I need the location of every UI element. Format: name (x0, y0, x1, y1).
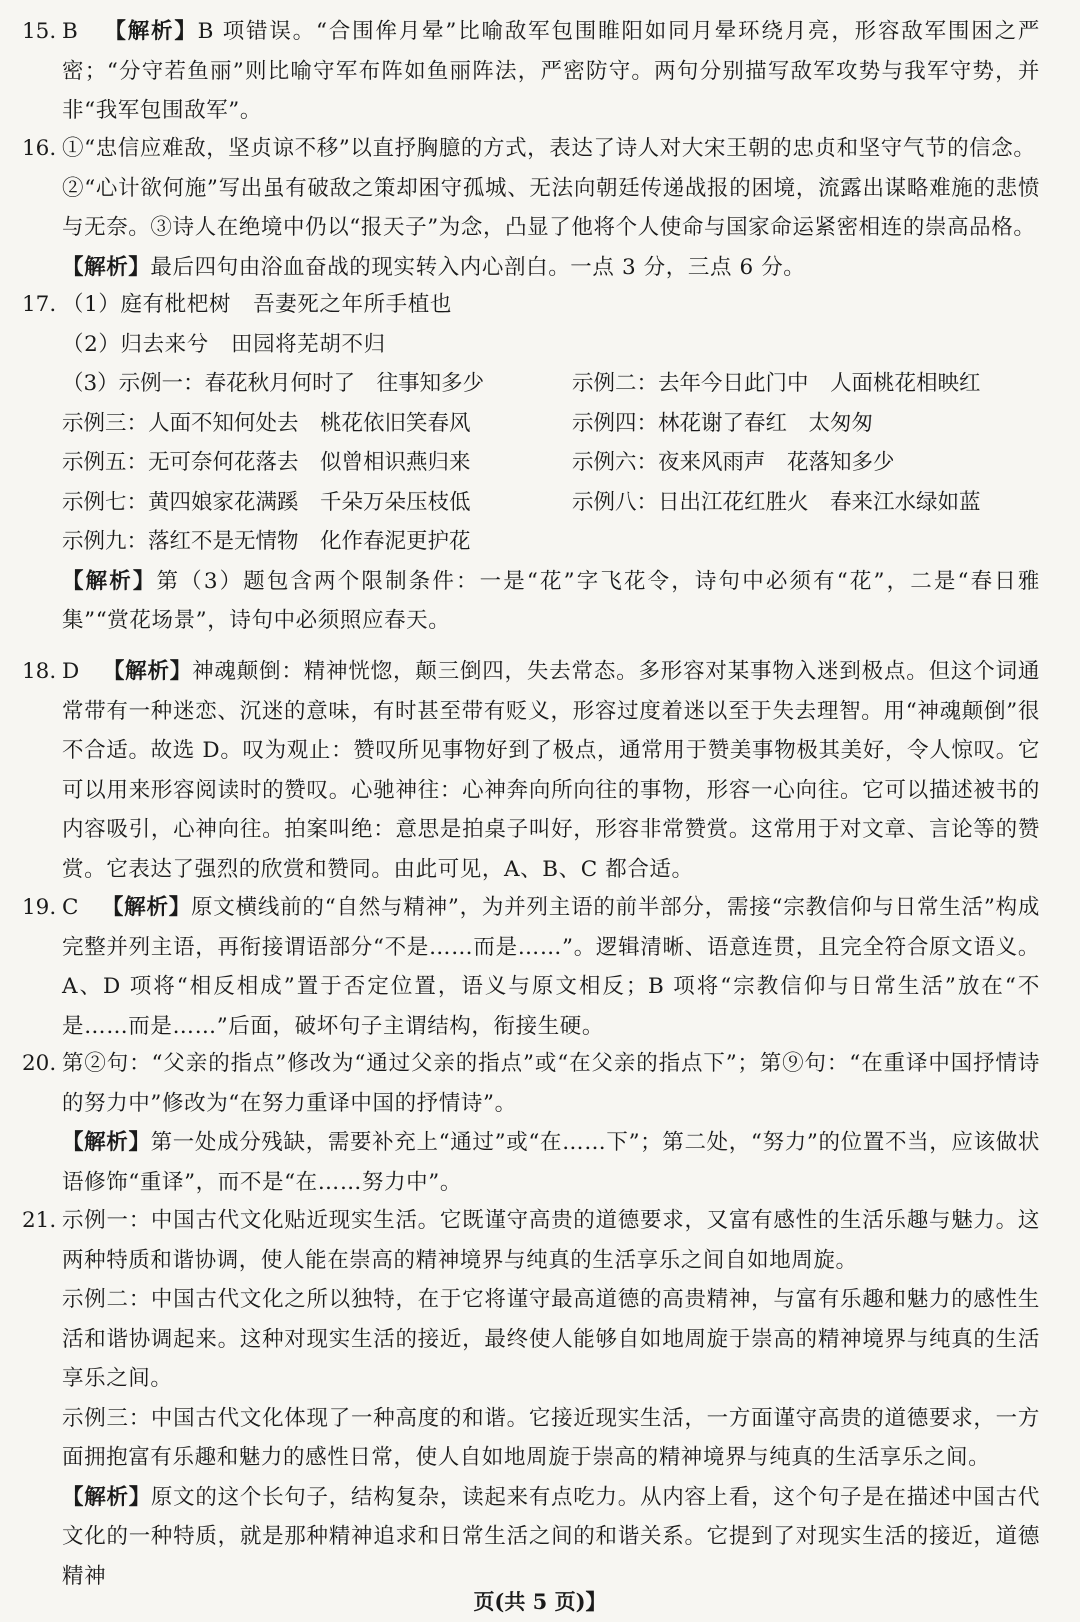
question-body (62, 12, 1040, 131)
question-number: 18. (22, 659, 57, 684)
analysis-tag: 【解析】 (62, 568, 157, 594)
analysis (62, 1478, 1040, 1597)
analysis-tag: 【解析】 (62, 1484, 151, 1510)
example-item: 示例四：林花谢了春红 太匆匆 (572, 410, 874, 436)
analysis-tag: 【解析】 (102, 659, 193, 684)
question-20 (22, 1044, 1040, 1202)
answer-point-1: ①“忠信应难敌，坚贞谅不移”以直抒胸臆的方式，表达了诗人对大宋王朝的忠贞和坚守气节的信念。 (62, 136, 1036, 161)
example-3: 示例三：中国古代文化体现了一种高度的和谐。它接近现实生活，一方面谨守高贵的道德要求，一方面拥抱富有乐趣和魅力的感性日常，使人自如地周旋于崇高的精神境界与纯真的生活享乐之间。 (62, 1405, 1040, 1470)
question-number: 19. (22, 895, 57, 920)
answer-text: 第②句：“父亲的指点”修改为“通过父亲的指点”或“在父亲的指点下”；第⑨句：“在重译中国抒情诗的努力中”修改为“在努力重译中国的抒情诗”。 (62, 1051, 1040, 1116)
page-footer: 页(共 5 页)】 (473, 1589, 607, 1614)
question-number: 17. (22, 292, 57, 317)
analysis-text: 最后四句由浴血奋战的现实转入内心剖白。一点 3 分，三点 6 分。 (150, 254, 806, 280)
example-grid (62, 364, 1040, 562)
question-16 (22, 129, 1040, 287)
answer-line-2: （2）归去来兮 田园将芜胡不归 (62, 331, 386, 357)
example-item: 示例六：夜来风雨声 花落知多少 (572, 450, 895, 475)
analysis-text: 原文横线前的“自然与精神”，为并列主语的前半部分，需接“宗教信仰与日常生活”构成完整并列主语，再衔接谓语部分“不是……而是……”。逻辑清晰、语意连贯，且完全符合原文语义。A、D 项将“相反相成”置于否定位置，语义与原文相反；B 项将“宗教信仰与日常生活”放在“不是……而是……”后面，破坏句子主谓结构，衔接生硬。 (62, 895, 1040, 1039)
answer-line-1: （1）庭有枇杷树 吾妻死之年所手植也 (62, 292, 452, 317)
example-item: 示例九：落红不是无情物 化作春泥更护花 (62, 529, 471, 554)
question-number: 20. (22, 1051, 57, 1076)
analysis-tag: 【解析】 (101, 895, 192, 920)
answer-point-2: ②“心计欲何施”写出虽有破敌之策却困守孤城、无法向朝廷传递战报的困境，流露出谋略难施的悲愤与无奈。③诗人在绝境中仍以“报天子”为念，凸显了他将个人使命与国家命运紧密相连的崇高品格。 (62, 175, 1040, 240)
analysis (62, 248, 1040, 288)
example-item: 示例五：无可奈何花落去 似曾相识燕归来 (62, 450, 471, 475)
answer-letter: C (62, 895, 80, 920)
analysis (62, 562, 1040, 641)
answer-letter: D (62, 659, 80, 684)
analysis-tag: 【解析】 (62, 254, 151, 280)
question-number: 21. (22, 1208, 57, 1233)
analysis (62, 1123, 1040, 1202)
question-18 (22, 652, 1040, 889)
analysis-tag: 【解析】 (104, 19, 198, 44)
example-1: 示例一：中国古代文化贴近现实生活。它既谨守高贵的道德要求，又富有感性的生活乐趣与魅力。这两种特质和谐协调，使人能在崇高的精神境界与纯真的生活享乐之间自如地周旋。 (62, 1208, 1040, 1273)
question-body (62, 652, 1040, 889)
analysis-text: 第（3）题包含两个限制条件：一是“花”字飞花令，诗句中必须有“花”，二是“春日雅集”“赏花场景”，诗句中必须照应春天。 (62, 568, 1041, 633)
question-15 (22, 12, 1040, 131)
analysis-tag: 【解析】 (62, 1130, 151, 1155)
example-item: 示例七：黄四娘家花满蹊 千朵万朵压枝低 (62, 489, 471, 515)
question-17 (22, 285, 1040, 641)
analysis-text: 神魂颠倒：精神恍惚，颠三倒四，失去常态。多形容对某事物入迷到极点。但这个词通常带有一种迷恋、沉迷的意味，有时甚至带有贬义，形容过度着迷以至于失去理智。用“神魂颠倒”很不合适。故选 D。叹为观止：赞叹所见事物好到了极点，通常用于赞美事物极其美好，令人惊叹。它可以用来形容阅读时的赞叹。心驰神往：心神奔向所向往的事物，形容一心向往。它可以描述被书的内容吸引，心神向往。拍案叫绝：意思是拍桌子叫好，形容非常赞赏。这常用于对文章、言论等的赞赏。它表达了强烈的欣赏和赞同。由此可见，A、B、C 都合适。 (62, 659, 1040, 882)
example-item: 示例二：去年今日此门中 人面桃花相映红 (572, 371, 981, 396)
question-body (62, 888, 1040, 1046)
analysis-text: 原文的这个长句子，结构复杂，读起来有点吃力。从内容上看，这个句子是在描述中国古代文化的一种特质，就是那种精神追求和日常生活之间的和谐关系。它提到了对现实生活的接近，道德精神 (62, 1484, 1040, 1589)
question-number: 15. (22, 19, 57, 44)
analysis-text: 第一处成分残缺，需要补充上“通过”或“在……下”；第二处，“努力”的位置不当，应该做状语修饰“重译”，而不是“在……努力中”。 (62, 1130, 1040, 1195)
example-item: （3）示例一：春花秋月何时了 往事知多少 (62, 371, 485, 396)
example-2: 示例二：中国古代文化之所以独特，在于它将谨守最高道德的高贵精神，与富有乐趣和魅力的感性生活和谐协调起来。这种对现实生活的接近，最终使人能够自如地周旋于崇高的精神境界与纯真的生活享乐之间。 (62, 1287, 1040, 1391)
question-21 (22, 1201, 1040, 1596)
example-item: 示例三：人面不知何处去 桃花依旧笑春风 (62, 410, 471, 436)
question-19 (22, 888, 1040, 1046)
example-item: 示例八：日出江花红胜火 春来江水绿如蓝 (572, 489, 981, 515)
analysis-text: B 项错误。“合围侔月晕”比喻敌军包围睢阳如同月晕环绕月亮，形容敌军围困之严密；“分守若鱼丽”则比喻守军布阵如鱼丽阵法，严密防守。两句分别描写敌军攻势与我军守势，并非“我军包围敌军”。 (62, 19, 1040, 123)
answer-letter: B (62, 19, 79, 44)
question-number: 16. (22, 136, 57, 161)
